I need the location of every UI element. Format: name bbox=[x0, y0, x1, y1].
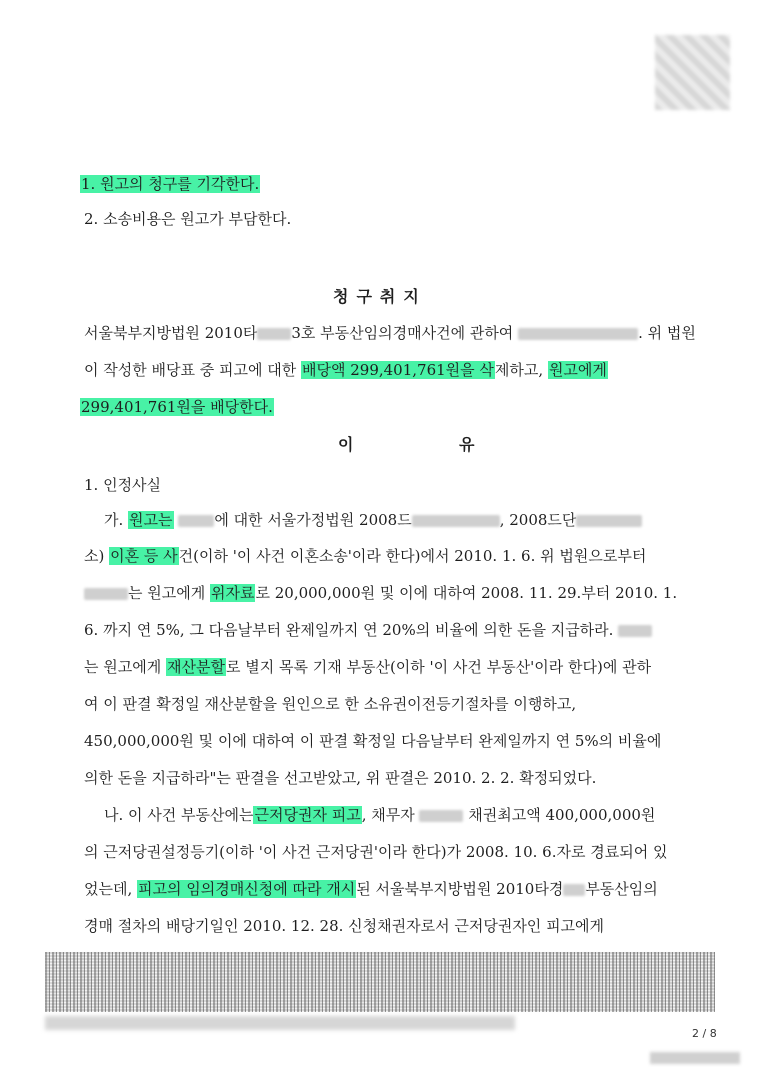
court-watermark bbox=[650, 1052, 740, 1064]
highlight: 피고의 임의경매신청에 따라 개시 bbox=[138, 880, 356, 898]
page-number: 2 / 8 bbox=[692, 1027, 717, 1040]
claim-section-title: 청구취지 bbox=[333, 287, 427, 306]
reason-heading: 1. 인정사실 bbox=[84, 476, 162, 494]
redacted-text bbox=[518, 328, 638, 340]
redacted-text bbox=[178, 515, 214, 527]
order-item-2: 2. 소송비용은 원고가 부담한다. bbox=[84, 210, 292, 228]
redacted-text bbox=[576, 515, 642, 527]
highlight: 근저당권자 피고 bbox=[254, 806, 361, 824]
reason-para-ga-line-1: 가. 원고는 에 대한 서울가정법원 2008드 , 2008드단 bbox=[104, 510, 642, 530]
redacted-text bbox=[618, 625, 652, 637]
reason-section-title: 이 유 bbox=[338, 435, 525, 454]
highlight: 299,401,761원을 배당한다. bbox=[81, 398, 273, 416]
reason-para-na-line-4: 경매 절차의 배당기일인 2010. 12. 28. 신청채권자로서 근저당권자인 피고에게 bbox=[84, 917, 605, 935]
reason-para-ga-line-3: 는 원고에게 위자료로 20,000,000원 및 이에 대하여 2008. 11. 29.부터 2010. 1. bbox=[84, 583, 677, 603]
claim-line-2: 이 작성한 배당표 중 피고에 대한 배당액 299,401,761원을 삭제하고, 원고에게 bbox=[84, 361, 607, 379]
claim-line-1: 서울북부지방법원 2010타 3호 부동산임의경매사건에 관하여 . 위 법원 bbox=[84, 324, 696, 342]
claim-line-3 bbox=[80, 397, 274, 417]
redacted-text bbox=[257, 328, 291, 340]
redacted-text bbox=[563, 884, 585, 896]
reason-para-ga-line-7: 450,000,000원 및 이에 대하여 이 판결 확정일 다음날부터 완제일까지 연 5%의 비율에 bbox=[84, 732, 662, 750]
footer-redacted-text bbox=[45, 1016, 515, 1030]
reason-para-ga-line-4: 6. 까지 연 5%, 그 다음날부터 완제일까지 연 20%의 비율에 의한 돈을 지급하라. bbox=[84, 620, 652, 640]
redacted-text bbox=[84, 588, 128, 600]
highlight: 1. 원고의 청구를 기각한다. bbox=[81, 175, 260, 193]
court-seal-stamp bbox=[655, 35, 730, 110]
redacted-text bbox=[412, 515, 500, 527]
reason-para-ga-line-2: 소) 이혼 등 사건(이하 '이 사건 이혼소송'이라 한다)에서 2010. 1. 6. 위 법원으로부터 bbox=[84, 547, 647, 565]
order-item-1 bbox=[80, 174, 260, 194]
highlight: 원고에게 bbox=[548, 361, 607, 379]
reason-para-ga-line-6: 여 이 판결 확정일 재산분할을 원인으로 한 소유권이전등기절차를 이행하고, bbox=[84, 695, 577, 713]
reason-para-na-line-3: 었는데, 피고의 임의경매신청에 따라 개시된 서울북부지방법원 2010타경 부동산임의 bbox=[84, 880, 658, 898]
reason-para-na-line-2: 의 근저당권설정등기(이하 '이 사건 근저당권'이라 한다)가 2008. 10. 6.자로 경료되어 있 bbox=[84, 843, 668, 861]
highlight: 배당액 299,401,761원을 삭 bbox=[302, 361, 494, 379]
reason-para-ga-line-8: 의한 돈을 지급하라"는 판결을 선고받았고, 위 판결은 2010. 2. 2. 확정되었다. bbox=[84, 769, 597, 787]
redacted-text bbox=[419, 810, 463, 822]
reason-para-ga-line-5: 는 원고에게 재산분할로 별지 목록 기재 부동산(이하 '이 사건 부동산'이라 한다)에 관하 bbox=[84, 658, 652, 676]
highlight: 재산분할 bbox=[167, 658, 225, 676]
highlight: 원고는 bbox=[129, 511, 173, 529]
footer-barcode-noise bbox=[45, 952, 715, 1012]
highlight: 이혼 등 사 bbox=[110, 547, 178, 565]
reason-para-na-line-1: 나. 이 사건 부동산에는근저당권자 피고, 채무자 채권최고액 400,000,000원 bbox=[104, 806, 656, 824]
highlight: 위자료 bbox=[211, 584, 255, 602]
